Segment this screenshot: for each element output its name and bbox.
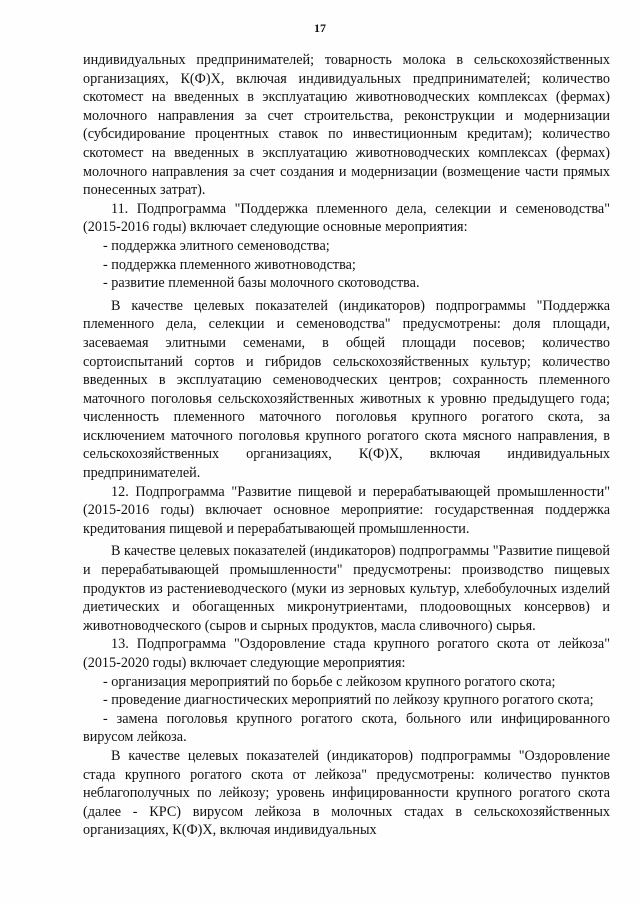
page-number: 17	[314, 21, 326, 35]
paragraph-subprogram-12: 12. Подпрограмма "Развитие пищевой и перерабатывающей промышленности" (2015-2016 годы) включает основное мероприятие: государственная поддержка кредитования пищевой и перерабатывающей промышленности.	[83, 483, 610, 537]
paragraph-subprogram-11: 11. Подпрограмма "Поддержка племенного дела, селекции и семеноводства"(2015-2016 годы) включает следующие основные мероприятия:	[83, 200, 610, 236]
list-item-herd-replacement: - замена поголовья крупного рогатого скота, больного или инфицированного вирусом лейкоза.	[83, 710, 610, 746]
list-item-elite-seed: - поддержка элитного семеноводства;	[103, 237, 330, 254]
list-item-leukemia-diagnostics: - проведение диагностических мероприятий по лейкозу крупного рогатого скота;	[103, 692, 594, 709]
document-body	[83, 51, 610, 840]
paragraph-subprogram-11-indicators: В качестве целевых показателей (индикаторов) подпрограммы "Поддержка племенного дела, селекции и семеноводства" предусмотрены: доля площади, засеваемая элитными семенами, в общей площади посевов; количество сортоиспытаний сортов и гибридов сельскохозяйственных культур; количество введенных в эксплуатацию семеноводческих центров; сохранность племенного маточного поголовья сельскохозяйственных животных к уровню предыдущего года; численность племенного маточного поголовья крупного рогатого скота, за исключением маточного поголовья крупного рогатого скота мясного направления, в сельскохозяйственных организациях, К(Ф)Х, включая индивидуальных предпринимателей.	[83, 297, 610, 482]
paragraph-subprogram-13-indicators: В качестве целевых показателей (индикаторов) подпрограммы "Оздоровление стада крупного рогатого скота от лейкоза" предусмотрены: количество пунктов неблагополучных по лейкозу; уровень инфицированности крупного рогатого скота (далее - КРС) вирусом лейкоза в молочных стадах в сельскохозяйственных организациях, К(Ф)Х, включая индивидуальных	[83, 747, 610, 839]
list-item-dairy-breeding-base: - развитие племенной базы молочного скотоводства.	[103, 275, 420, 292]
list-item-leukemia-control: - организация мероприятий по борьбе с лейкозом крупного рогатого скота;	[103, 673, 556, 690]
paragraph-subprogram-13: 13. Подпрограмма "Оздоровление стада крупного рогатого скота от лейкоза"(2015-2020 годы) включает следующие мероприятия:	[83, 636, 610, 671]
paragraph-livestock-indicators-end: индивидуальных предпринимателей; товарность молока в сельскохозяйственных организациях, К(Ф)Х, включая индивидуальных предпринимателей; количество скотомест на введенных в эксплуатацию животноводческих комплексах (фермах) молочного направления за счет строительства, реконструкции и модернизации (субсидирование процентных ставок по инвестиционным кредитам); количество скотомест на введенных в эксплуатацию животноводческих комплексах (фермах) молочного направления за счет создания и модернизации (возмещение части прямых понесенных затрат).	[83, 52, 610, 199]
list-item-breeding-livestock: - поддержка племенного животноводства;	[103, 256, 356, 273]
paragraph-subprogram-12-indicators: В качестве целевых показателей (индикаторов) подпрограммы "Развитие пищевой и перерабатывающей промышленности" предусмотрены: производство пищевых продуктов из растениеводческого (муки из зерновых культур, хлебобулочных изделий диетических и обогащенных микронутриентами, плодоовощных консервов) и животноводческого (сыров и сырных продуктов, масла сливочного) сырья.	[83, 543, 610, 634]
